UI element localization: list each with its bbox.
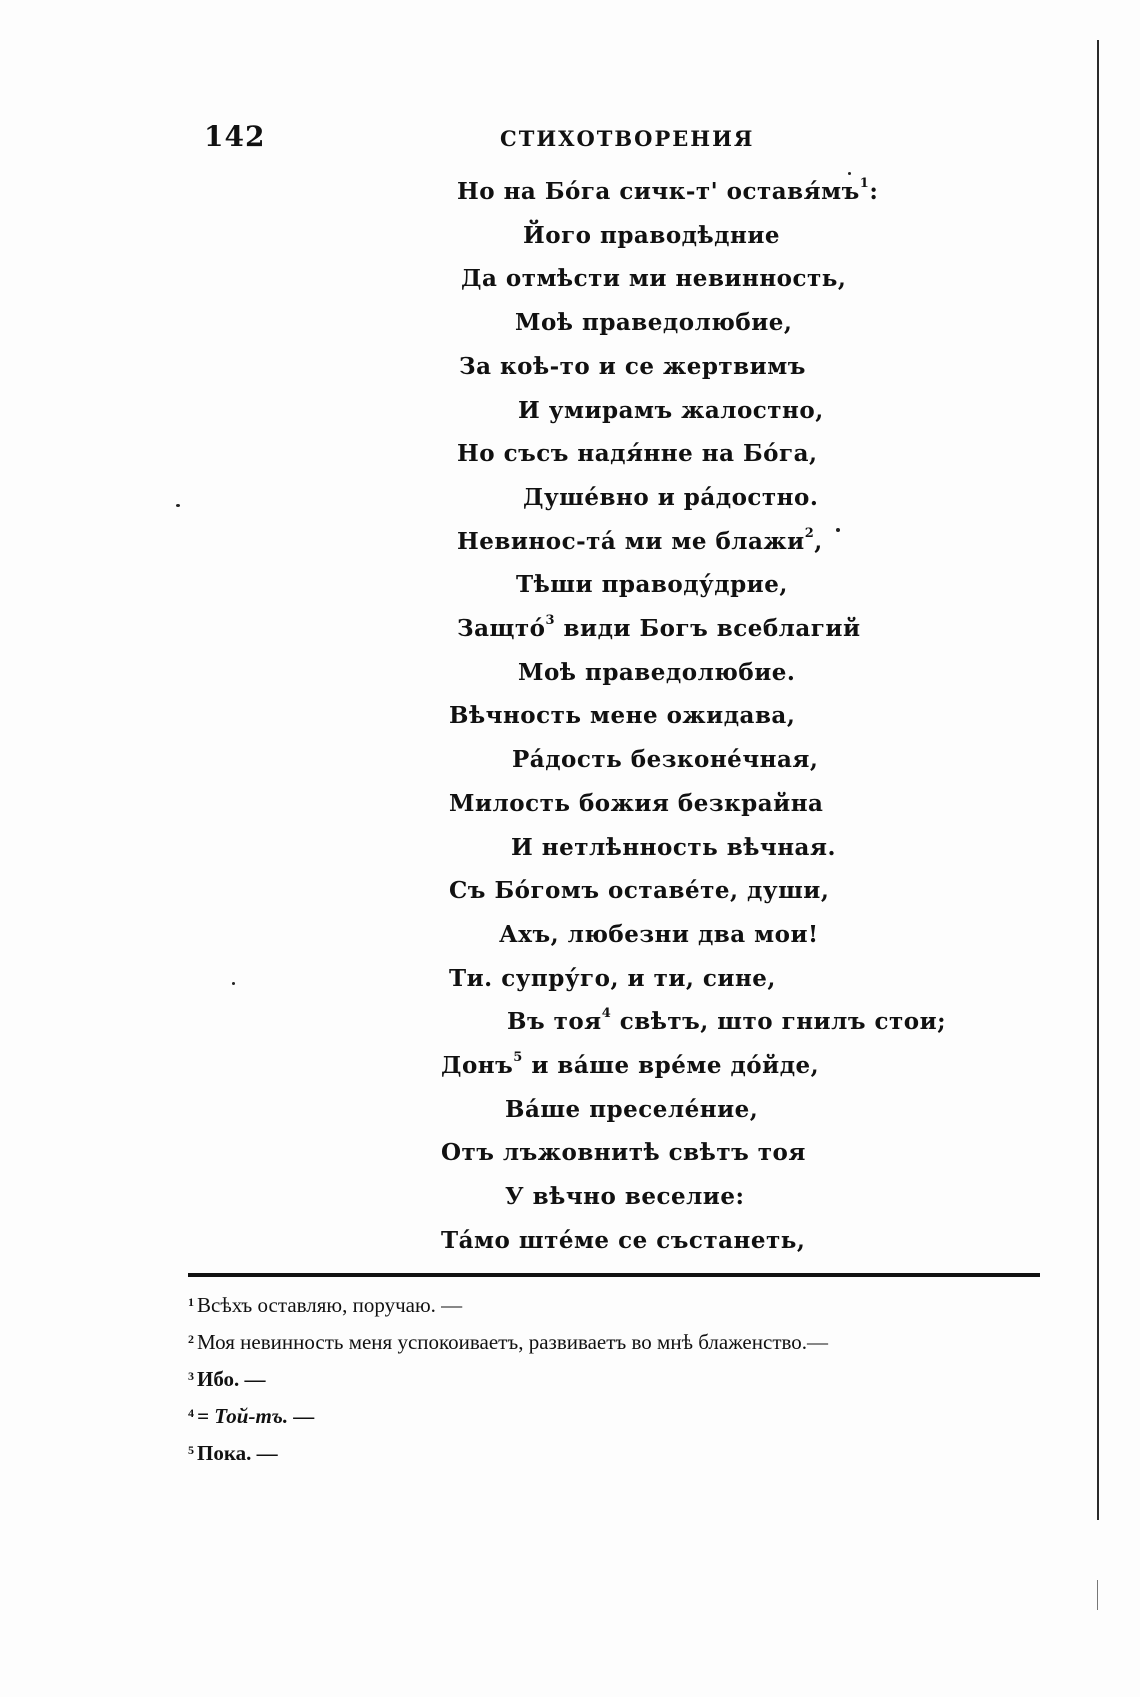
footnote-text: Моя невинность меня успокоиваетъ, развиваетъ во мнѣ блаженство.— [197, 1330, 829, 1354]
poem-line [457, 615, 861, 642]
poem-line-text: Защто́ [457, 615, 546, 642]
poem-line-tail: свѣтъ, што гнилъ стои; [611, 1008, 947, 1036]
poem-line [518, 659, 795, 686]
ink-speck [836, 528, 840, 532]
footnote-reference: 1 [859, 176, 870, 191]
poem-line-text: Ва́ше преселе́ние, [505, 1095, 759, 1123]
poem-line [457, 178, 878, 205]
poem-line [515, 309, 792, 336]
footnote-mark: 1 [188, 1295, 194, 1309]
poem-line [516, 571, 788, 598]
poem-line [505, 1096, 758, 1123]
poem-line-text: Донъ [441, 1052, 514, 1079]
poem-line-text: Невинос-та́ ми ме блажи [457, 527, 805, 555]
poem-line-text: И умирамъ жалостно, [518, 396, 824, 424]
poem-line [457, 440, 818, 467]
footnote-text: Ибо. — [197, 1367, 266, 1391]
poem-line-text: Въ тоя [507, 1008, 602, 1036]
poem-line-text: Ахъ, любезни два мои! [499, 920, 819, 948]
poem-line [518, 397, 824, 424]
poem-line [449, 965, 776, 992]
poem-line-text: И нетлѣнность вѣчная. [511, 833, 836, 861]
poem-line-text: Ти. супру́го, и ти, сине, [449, 964, 776, 992]
poem-line [457, 525, 823, 555]
poem-line-text: Отъ лъжовнитѣ свѣтъ тоя [441, 1139, 806, 1167]
footnote-reference: 4 [601, 1006, 612, 1022]
ink-speck [176, 504, 180, 507]
poem-line-tail: : [869, 178, 879, 205]
poem-line [441, 1139, 806, 1166]
poem-line [449, 877, 829, 904]
poem-line-text: Вѣчность мене ожидава, [449, 702, 796, 730]
poem-line-text: Ра́дость безконе́чная, [512, 746, 819, 774]
page-number: 142 [204, 120, 266, 153]
poem-line-text: Но на Бо́га сичк-т' оставя́мъ [457, 178, 860, 205]
page-edge-line [1097, 40, 1099, 1520]
poem-line-text: Його праводѣдние [523, 221, 781, 249]
poem-line [512, 746, 818, 773]
poem-line [441, 1227, 805, 1254]
poem-line-text: За коѣ-то и се жертвимъ [459, 352, 806, 380]
poem-line [511, 834, 836, 861]
footnote-reference: 3 [545, 613, 556, 628]
poem-line [441, 1052, 819, 1079]
poem-line [523, 484, 818, 511]
running-head: СТИХОТВОРЕНИЯ [500, 126, 755, 151]
poem-line [507, 1008, 946, 1035]
poem-line-text: Тѣши праводу́дрие, [516, 571, 788, 599]
poem-line-text: Но съсъ надя́нне на Бо́га, [457, 440, 818, 468]
footnote-text: Всѣхъ оставляю, поручаю. — [197, 1293, 463, 1317]
footnote-text: = Той-тъ. — [197, 1404, 315, 1428]
footnote [188, 1441, 278, 1466]
page-edge-mark [1097, 1580, 1098, 1610]
ink-speck [848, 172, 851, 175]
poem-line [449, 702, 795, 729]
poem-line-text: Да отмѣсти ми невинность, [461, 265, 847, 293]
ink-speck [232, 982, 235, 985]
footnote [188, 1293, 462, 1318]
footnote-mark: 4 [188, 1406, 194, 1420]
poem-line-text: Моѣ праведолюбие. [518, 658, 796, 686]
poem-line-text: Моѣ праведолюбие, [515, 309, 793, 337]
footnote-reference: 5 [513, 1050, 523, 1065]
footnote-mark: 2 [188, 1332, 194, 1346]
poem-line [505, 1183, 745, 1210]
poem-line-tail: , [814, 527, 823, 555]
footnote-separator-rule [188, 1273, 1040, 1277]
poem-line [461, 265, 846, 292]
poem-line-text: Та́мо ште́ме се състанеть, [441, 1226, 806, 1254]
footnote-reference: 2 [804, 525, 815, 541]
footnote-mark: 3 [188, 1369, 194, 1383]
footnote [188, 1404, 314, 1429]
poem-line [459, 353, 806, 380]
footnote [188, 1367, 266, 1392]
footnote-mark: 5 [188, 1443, 194, 1457]
poem-line [499, 921, 819, 948]
poem-line-text: Съ Бо́гомъ оставе́те, души, [449, 877, 830, 905]
poem-line-text: Милость божия безкрайна [449, 789, 824, 817]
poem-line [523, 222, 780, 249]
poem-line-text: У вѣчно веселие: [505, 1183, 745, 1211]
footnote-text: Пока. — [197, 1441, 278, 1465]
poem-line-text: Душе́вно и ра́достно. [523, 483, 819, 511]
poem-line [449, 790, 823, 817]
poem-line-tail: види Богъ всеблагий [555, 615, 861, 642]
footnote [188, 1330, 828, 1355]
poem-line-tail: и ва́ше вре́ме до́йде, [522, 1052, 820, 1079]
